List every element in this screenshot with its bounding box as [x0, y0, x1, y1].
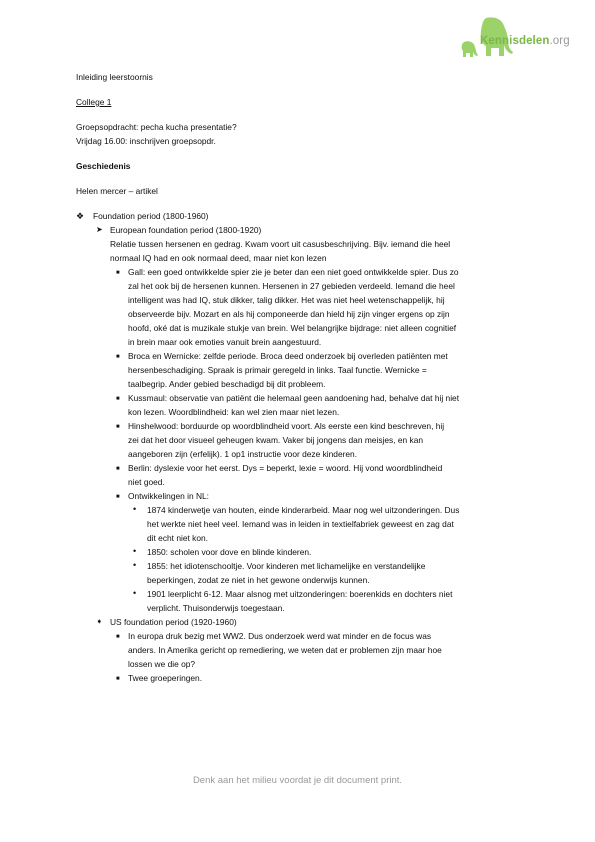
square-bullet-icon: ■ — [116, 396, 120, 402]
square-bullet-icon: ■ — [116, 270, 120, 276]
college-heading: College 1 — [76, 97, 112, 107]
list-item: ■ Gall: een goed ontwikkelde spier zie je beter dan een niet goed ontwikkelde spier. Dus zo zal het ook bij de hersenen kunnen. Hersenen in 27 gebieden verdeeld. Iemand die heel intelligent was had IQ, stuk dikker, talig dikker. Het was niet heel wetenschappelijk, hij observeerde bijv. Mozart en als hij componeerde dan hield hij zijn vinger ergens op zijn hoofd, oké dat is muzikale stukje van brein. Wel belangrijke bijdrage: niet alleen cognitief in brein maar ook emoties vanuit brein aangestuurd. — [116, 267, 459, 347]
square-bullet-icon: ■ — [116, 354, 120, 360]
outline-level1-item: ❖ Foundation period (1800-1960) — [76, 211, 209, 221]
logo-name: Kennisdelen — [480, 35, 550, 47]
european-description: Relatie tussen hersenen en gedrag. Kwam voort uit casusbeschrijving. Bijv. iemand die heel normaal IQ had en ook normaal deed, maar niet kon lezen — [110, 239, 451, 263]
outline-arrow-bullet-icon: ➧ — [96, 617, 103, 626]
square-bullet-icon: ■ — [116, 424, 120, 430]
square-bullet-icon: ■ — [116, 676, 120, 682]
list-item: ■ Broca en Wernicke: zelfde periode. Broca deed onderzoek bij overleden patiënten met hersenbeschadiging. Spraak is primair geregeld in links. Taal functie. Wernicke = taalbegrip. Ander gebied beschadigd bij dit probleem. — [116, 351, 448, 389]
assignment-line-2: Vrijdag 16.00: inschrijven groepsopdr. — [76, 136, 216, 146]
arrow-bullet-icon: ➤ — [96, 225, 103, 234]
dot-bullet-icon: • — [133, 588, 137, 598]
author-line: Helen mercer – artikel — [76, 186, 158, 196]
list-item: ■ Hinshelwood: borduurde op woordblindheid voort. Als eerste een kind beschreven, hij zei dat het door visueel geheugen kwam. Vaker bij jongens dan meisjes, en kan aangeboren zijn (erfelijk). 1 op1 instructie voor deze kinderen. — [116, 421, 445, 459]
footer-note: Denk aan het milieu voordat je dit document print. — [192, 775, 403, 786]
dot-bullet-icon: • — [133, 546, 137, 556]
doc-title: Inleiding leerstoornis — [76, 72, 153, 82]
list-item: ■ Berlin: dyslexie voor het eerst. Dys = beperkt, lexie = woord. Hij vond woordblindheid niet goed. — [116, 463, 443, 487]
logo-tld: .org — [549, 35, 570, 47]
outline-level2-item: ➧ US foundation period (1920-1960) — [96, 617, 237, 627]
diamond-bullet-icon: ❖ — [76, 211, 85, 221]
document-body — [76, 70, 536, 685]
list-item: ■ In europa druk bezig met WW2. Dus onderzoek werd wat minder en de focus was anders. In Amerika gericht op remediering, we weten dat er problemen zijn maar hoe lossen we die op? — [116, 631, 442, 669]
section-heading: Geschiedenis — [76, 161, 131, 171]
list-item: ■ Kussmaul: observatie van patiënt die helemaal geen aandoening had, behalve dat hij niet kon lezen. Woordblindheid: kan wel zien maar niet lezen. — [116, 393, 460, 417]
list-item: ■ Ontwikkelingen in NL: — [76, 489, 536, 503]
kennisdelen-logo[interactable] — [458, 16, 578, 62]
list-item: • 1901 leerplicht 6-12. Maar alsnog met uitzonderingen: boerenkids en dochters niet verplicht. Thuisonderwijs toegestaan. — [133, 588, 453, 613]
assignment-line-1: Groepsopdracht: pecha kucha presentatie? — [76, 122, 237, 132]
list-item: ■ Twee groeperingen. — [76, 671, 536, 685]
list-item: • 1874 kinderwetje van houten, einde kinderarbeid. Maar nog wel uitzonderingen. Dus het werkte niet heel veel. Iemand was in leiden in textielfabriek geweest en zag dat dit echt niet kon. — [133, 504, 460, 543]
outline-level2-item: ➤ European foundation period (1800-1920) — [96, 225, 262, 235]
square-bullet-icon: ■ — [116, 466, 120, 472]
square-bullet-icon: ■ — [116, 634, 120, 640]
dot-bullet-icon: • — [133, 504, 137, 514]
square-bullet-icon: ■ — [116, 494, 120, 500]
list-item: • 1855: het idiotenschooltje. Voor kinderen met lichamelijke en verstandelijke beperkingen, zodat ze niet in het gewone onderwijs kunnen. — [133, 560, 426, 585]
list-item: • 1850: scholen voor dove en blinde kinderen. — [133, 546, 312, 557]
dot-bullet-icon: • — [133, 560, 137, 570]
logo-wordmark — [480, 35, 570, 47]
